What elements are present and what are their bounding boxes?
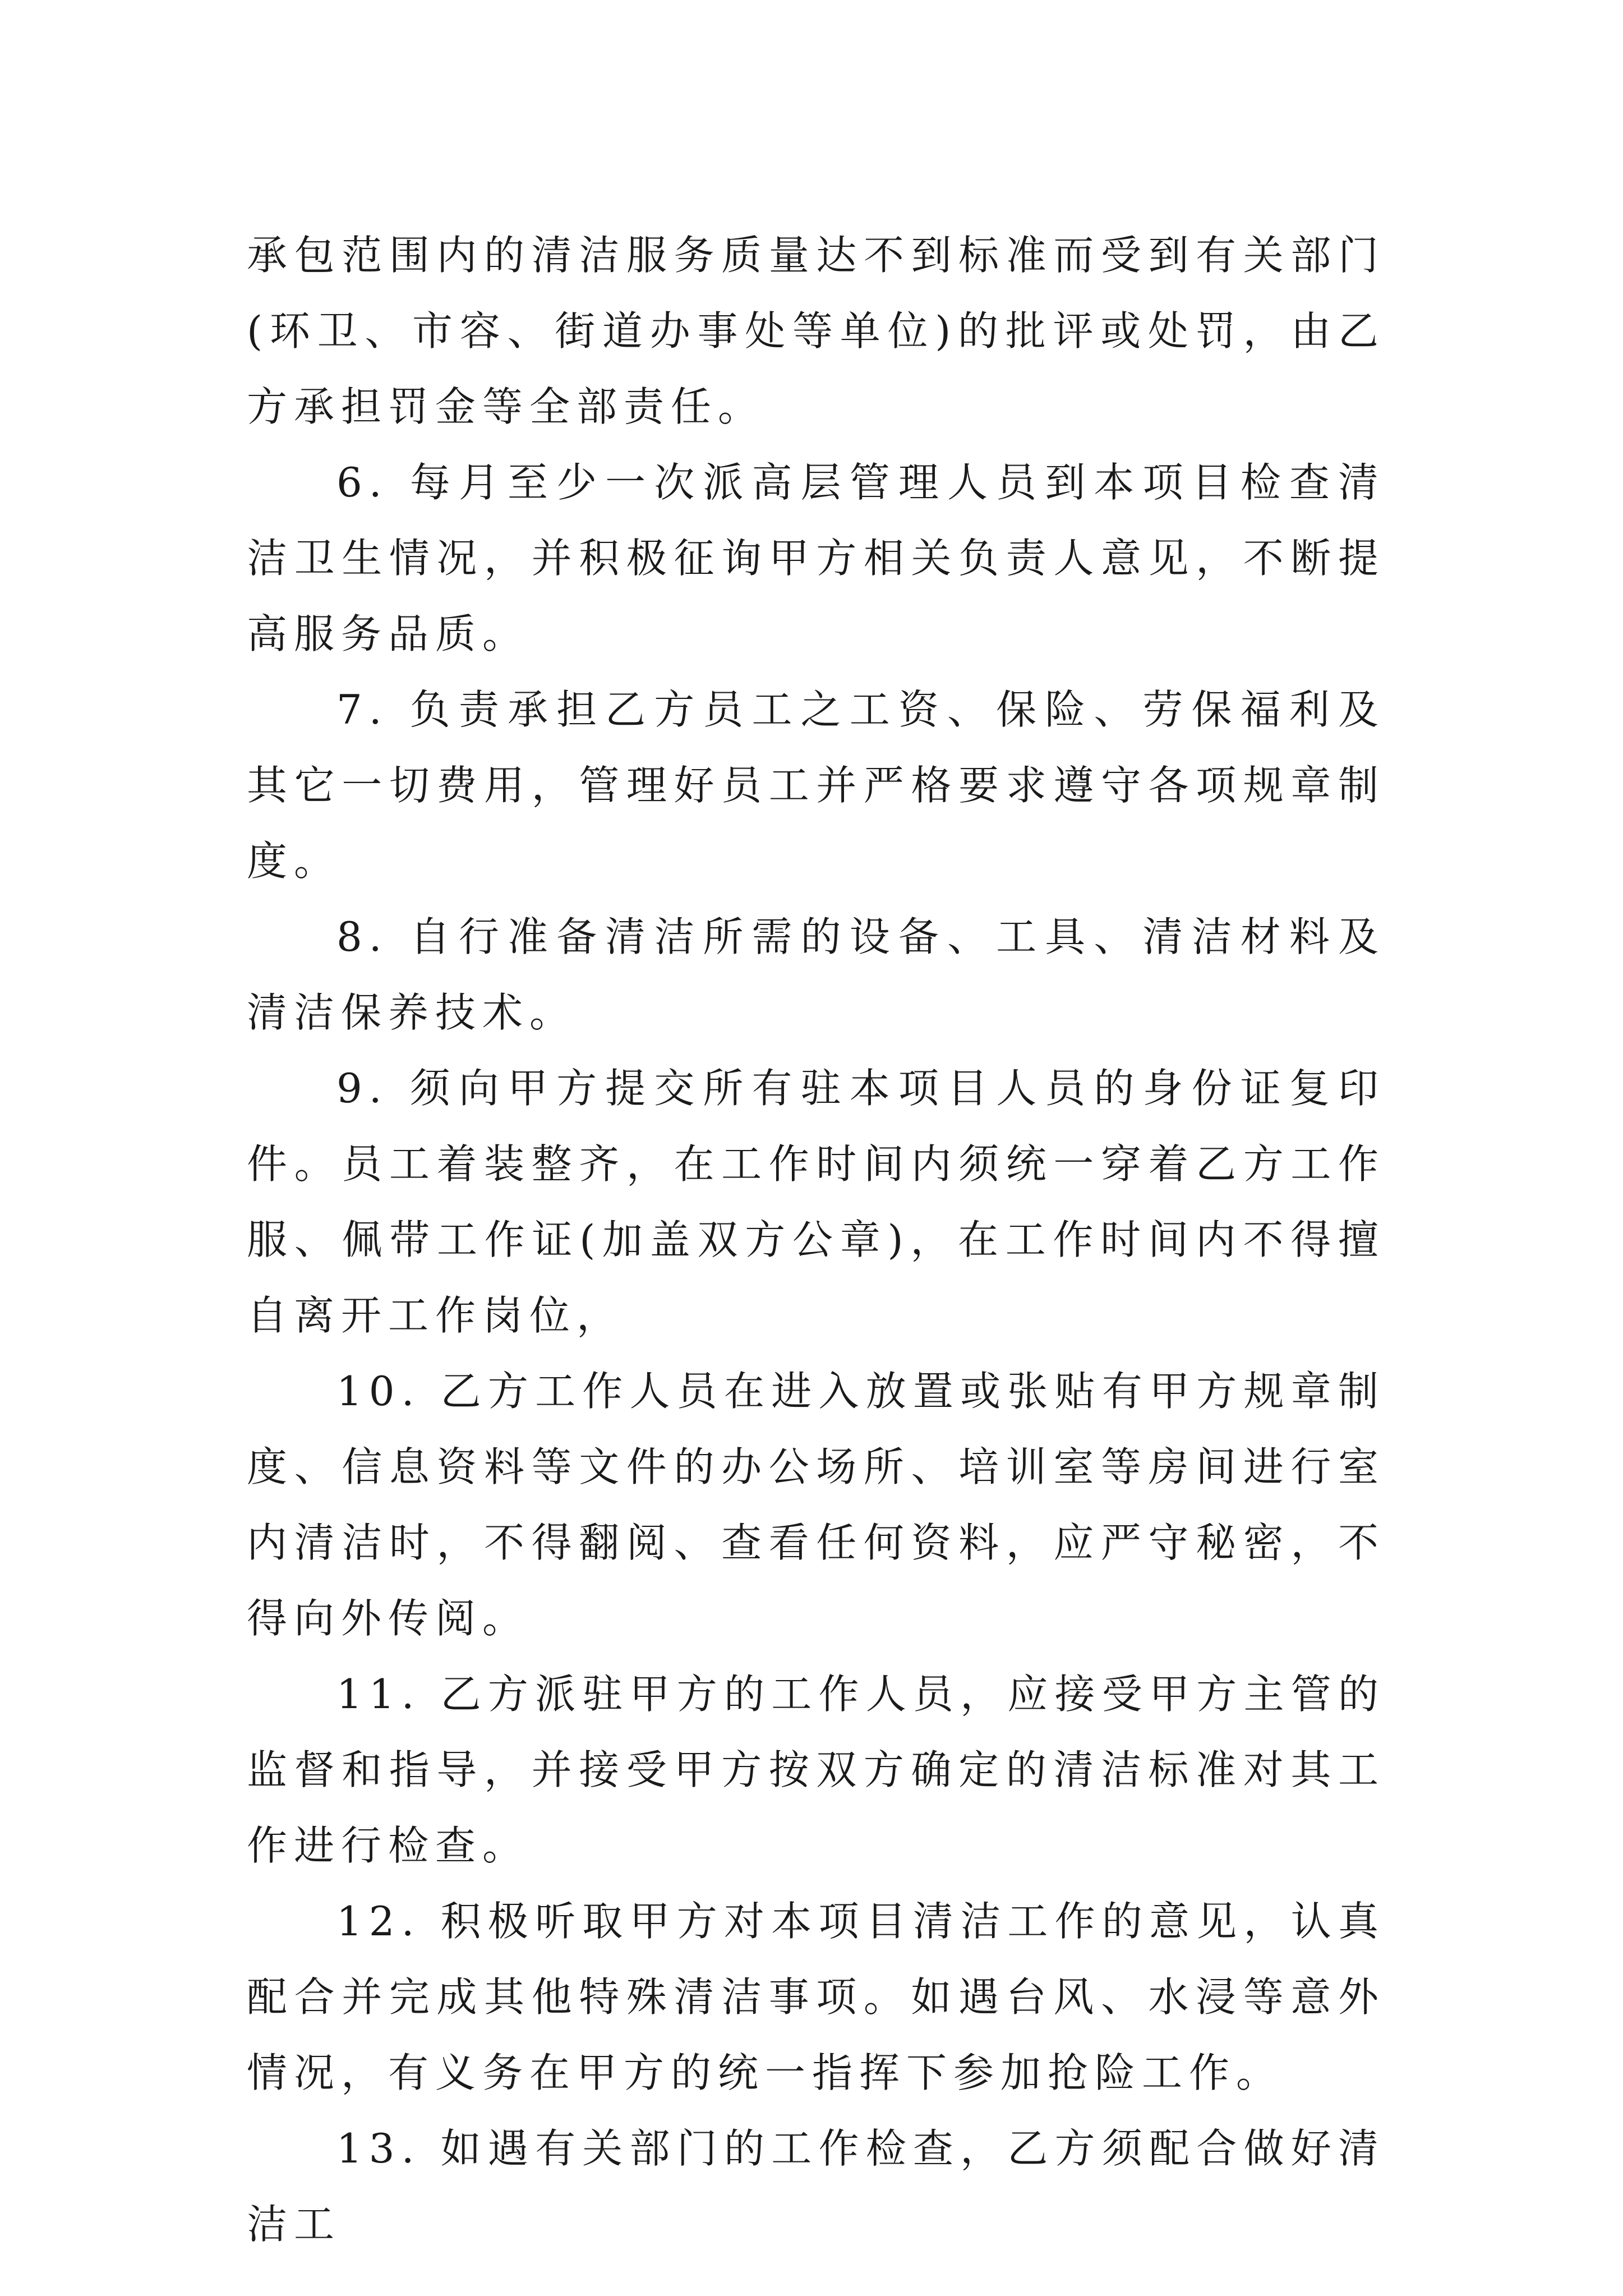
paragraph-continuation: 承包范围内的清洁服务质量达不到标准而受到有关部门(环卫、市容、街道办事处等单位)的批评或处罚，由乙方承担罚金等全部责任。 xyxy=(247,232,1385,430)
paragraph-item-9: 9. 须向甲方提交所有驻本项目人员的身份证复印件。员工着装整齐，在工作时间内须统一穿着乙方工作服、佩带工作证(加盖双方公章)，在工作时间内不得擅自离开工作岗位， xyxy=(247,1065,1385,1339)
paragraph-item-8: 8. 自行准备清洁所需的设备、工具、清洁材料及清洁保养技术。 xyxy=(247,913,1385,1036)
paragraph-item-11: 11. 乙方派驻甲方的工作人员，应接受甲方主管的监督和指导，并接受甲方按双方确定的清洁标准对其工作进行检查。 xyxy=(247,1671,1385,1869)
paragraph-item-10: 10. 乙方工作人员在进入放置或张贴有甲方规章制度、信息资料等文件的办公场所、培训室等房间进行室内清洁时，不得翻阅、查看任何资料，应严守秘密，不得向外传阅。 xyxy=(247,1368,1385,1642)
paragraph-item-12: 12. 积极听取甲方对本项目清洁工作的意见，认真配合并完成其他特殊清洁事项。如遇台风、水浸等意外情况，有义务在甲方的统一指挥下参加抢险工作。 xyxy=(247,1898,1385,2096)
paragraph-item-13: 13. 如遇有关部门的工作检查，乙方须配合做好清洁工 xyxy=(247,2125,1385,2248)
paragraph-item-7: 7. 负责承担乙方员工之工资、保险、劳保福利及其它一切费用，管理好员工并严格要求遵守各项规章制度。 xyxy=(247,686,1385,885)
document-body xyxy=(247,218,1385,2262)
paragraph-item-6: 6. 每月至少一次派高层管理人员到本项目检查清洁卫生情况，并积极征询甲方相关负责人意见，不断提高服务品质。 xyxy=(247,459,1385,657)
